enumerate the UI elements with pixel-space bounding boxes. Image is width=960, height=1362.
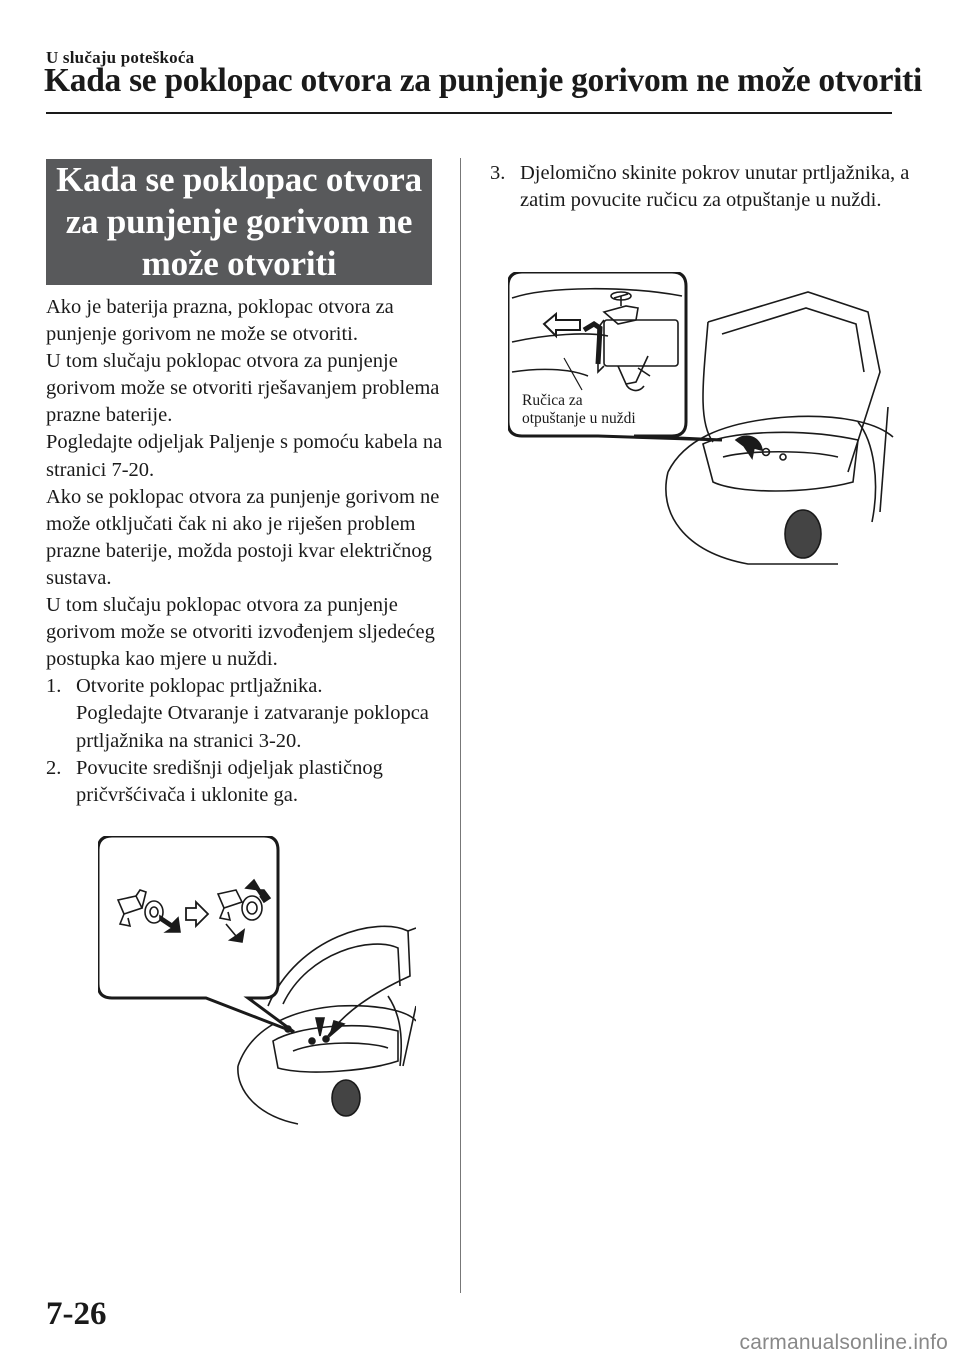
step-text: Otvorite poklopac prtljažnika.: [76, 675, 323, 698]
step-number: 1.: [46, 675, 62, 698]
page-number: 7-26: [46, 1296, 107, 1332]
title-rule: [46, 112, 892, 114]
paragraph: U tom slučaju poklopac otvora za punjenje gorivom može se otvoriti rješavanjem problema prazne baterije.: [46, 350, 440, 427]
section-heading-text: Kada se poklopac otvora za punjenje gorivom ne može otvoriti: [56, 160, 422, 283]
step-number: 2.: [46, 756, 62, 779]
right-column-text: [490, 160, 910, 214]
step-1: [46, 673, 446, 754]
page-title: Kada se poklopac otvora za punjenje gorivom ne može otvoriti: [44, 62, 923, 99]
left-column-text: [46, 294, 446, 809]
paragraph: U tom slučaju poklopac otvora za punjenje gorivom može se otvoriti izvođenjem sljedećeg postupka kao mjere u nuždi.: [46, 594, 435, 671]
paragraph: Ako se poklopac otvora za punjenje gorivom ne može otključati čak ni ako je riješen problem prazne baterije, možda postoji kvar električnog sustava.: [46, 485, 440, 589]
step-note: Pogledajte Otvaranje i zatvaranje poklopca prtljažnika na stranici 3-20.: [76, 702, 429, 752]
watermark: carmanualsonline.info: [739, 1331, 948, 1354]
figure-label: otpuštanje u nuždi: [522, 410, 636, 427]
step-number: 3.: [490, 162, 506, 184]
paragraph: Pogledajte odjeljak Paljenje s pomoću kabela na stranici 7-20.: [46, 431, 443, 481]
emergency-release-illustration: [508, 272, 898, 568]
section-label: U slučaju poteškoća: [46, 48, 195, 67]
step-2: [46, 755, 446, 809]
section-heading-box: [46, 159, 432, 285]
step-text: Djelomično skinite pokrov unutar prtljažnika, a zatim povucite ručicu za otpuštanje u nuždi.: [520, 162, 910, 212]
fastener-removal-illustration: [98, 836, 416, 1128]
column-divider: [460, 158, 461, 1293]
paragraph: Ako je baterija prazna, poklopac otvora za punjenje gorivom ne može se otvoriti.: [46, 296, 394, 346]
step-3: [490, 160, 910, 214]
step-text: Povucite središnji odjeljak plastičnog pričvršćivača i uklonite ga.: [76, 756, 383, 806]
figure-label: Ručica za: [522, 392, 583, 409]
